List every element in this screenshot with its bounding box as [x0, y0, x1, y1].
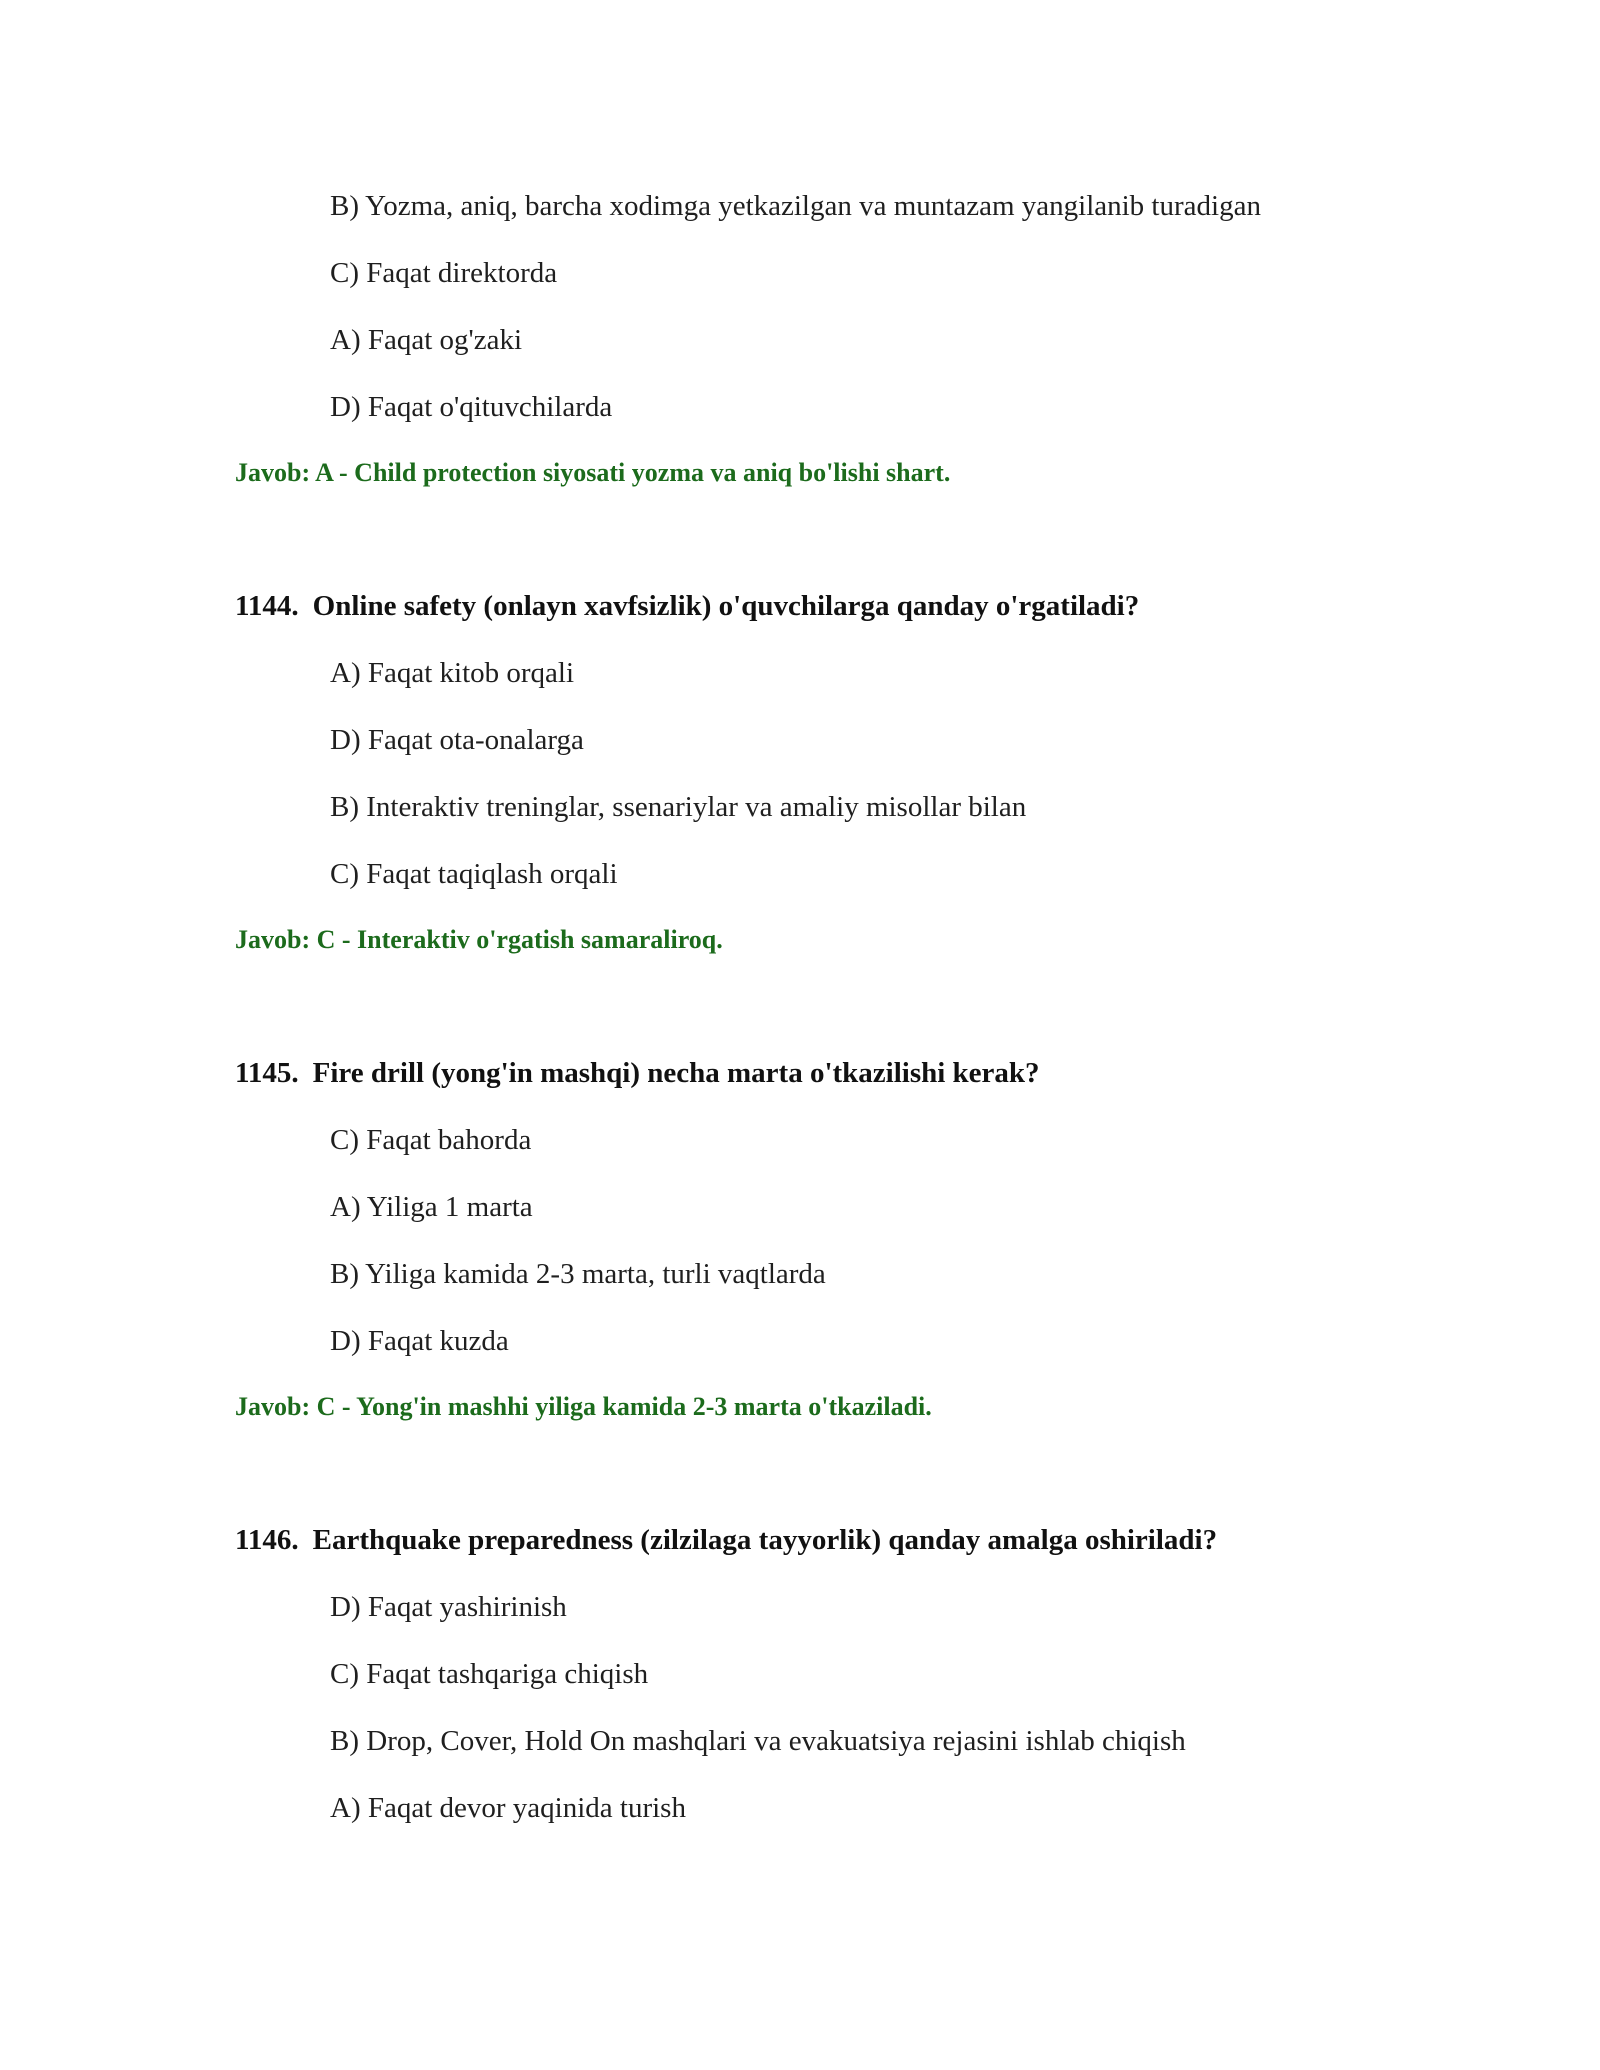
question-text: Earthquake preparedness (zilzilaga tayyorlik) qanday amalga oshiriladi? — [312, 1524, 1218, 1556]
answer-line: Javob: A - Child protection siyosati yozma va aniq bo'lishi shart. — [235, 458, 951, 487]
option-a: A) Faqat og'zaki — [330, 324, 523, 356]
option-d: D) Faqat ota-onalarga — [330, 724, 584, 756]
question-number: 1146. — [235, 1524, 299, 1556]
question-1144 — [235, 592, 1139, 621]
option-d: D) Faqat kuzda — [330, 1325, 509, 1357]
option-d: D) Faqat yashirinish — [330, 1591, 567, 1623]
answer-line: Javob: C - Yong'in mashhi yiliga kamida 2-3 marta o'tkaziladi. — [235, 1392, 932, 1421]
question-number: 1145. — [235, 1057, 299, 1089]
option-b: B) Drop, Cover, Hold On mashqlari va evakuatsiya rejasini ishlab chiqish — [330, 1725, 1186, 1757]
option-b: B) Interaktiv treninglar, ssenariylar va amaliy misollar bilan — [330, 791, 1027, 823]
question-number: 1144. — [235, 590, 299, 622]
question-1146 — [235, 1526, 1217, 1555]
option-c: C) Faqat direktorda — [330, 257, 558, 289]
option-c: C) Faqat bahorda — [330, 1124, 532, 1156]
option-d: D) Faqat o'qituvchilarda — [330, 391, 613, 423]
option-c: C) Faqat tashqariga chiqish — [330, 1658, 649, 1690]
question-text: Online safety (onlayn xavfsizlik) o'quvchilarga qanday o'rgatiladi? — [312, 590, 1140, 622]
question-text: Fire drill (yong'in mashqi) necha marta o'tkazilishi kerak? — [312, 1057, 1040, 1089]
option-c: C) Faqat taqiqlash orqali — [330, 858, 618, 890]
answer-line: Javob: C - Interaktiv o'rgatish samaraliroq. — [235, 925, 723, 954]
option-b: B) Yiliga kamida 2-3 marta, turli vaqtlarda — [330, 1258, 826, 1290]
option-a: A) Faqat kitob orqali — [330, 657, 575, 689]
question-1145 — [235, 1059, 1040, 1088]
option-a: A) Yiliga 1 marta — [330, 1191, 533, 1223]
option-b: B) Yozma, aniq, barcha xodimga yetkazilgan va muntazam yangilanib turadigan — [330, 190, 1261, 222]
option-a: A) Faqat devor yaqinida turish — [330, 1792, 686, 1824]
